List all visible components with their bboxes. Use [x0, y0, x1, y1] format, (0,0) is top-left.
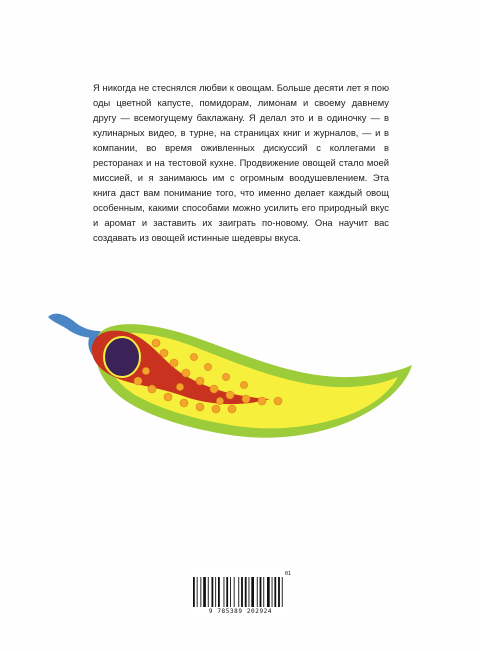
barcode-addon: 01 [284, 571, 291, 577]
isbn-barcode [189, 569, 292, 617]
barcode-digits: 9 785389 202924 [208, 608, 273, 615]
cover-blurb: Я никогда не стеснялся любви к овощам. Больше десяти лет я пою оды цветной капусте, помидорам, лимонам и своему давнему другу — всемогущему баклажану. Я делал это и в одиночку — в кулинарных видео, в турне, на страницах книг и журналов, — и в компании, во время оживленных дискуссий с коллегами в ресторанах и на тестовой кухне. Продвижение овощей стало моей миссией, и я занимаюсь им с огромным воодушевлением. Эта книга даст вам понимание того, что именно делает каждый овощ особенным, какими способами можно усилить его природный вкус и аромат и заставить их заиграть по-новому. Она научит вас создавать из овощей истинные шедевры вкуса. [93, 82, 389, 243]
barcode-bars [193, 577, 288, 607]
pepper-cavity [104, 337, 140, 377]
chili-pepper-illustration [40, 305, 420, 455]
